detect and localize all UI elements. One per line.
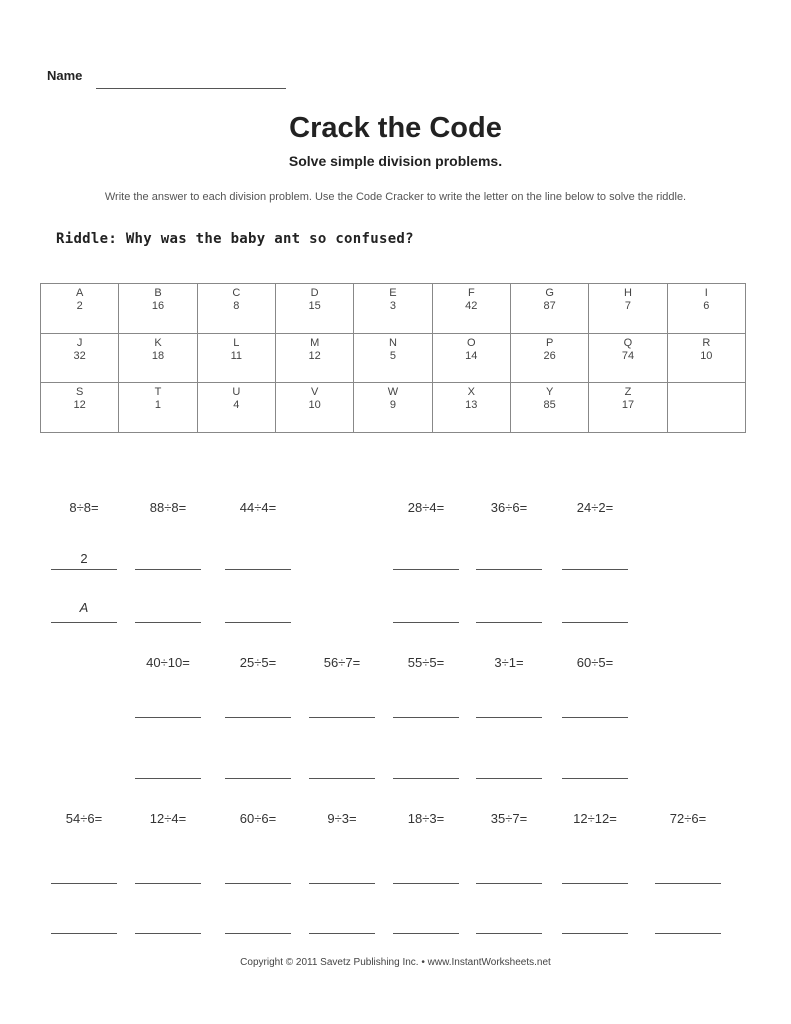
answer-line[interactable]: [135, 717, 201, 718]
division-problem: 40÷10=: [146, 655, 190, 670]
division-problem: 88÷8=: [149, 500, 187, 515]
code-letter: P: [545, 336, 554, 349]
division-problem: 72÷6=: [669, 811, 707, 826]
code-cell: [589, 284, 667, 334]
division-problem: 60÷6=: [239, 811, 277, 826]
copyright-footer: Copyright © 2011 Savetz Publishing Inc. • www.InstantWorksheets.net: [240, 957, 551, 968]
code-number: 12: [308, 349, 321, 362]
code-cell: [354, 333, 432, 383]
letter-line[interactable]: [135, 778, 201, 779]
code-cell: [275, 333, 353, 383]
example-answer: 2: [80, 551, 88, 566]
code-number: 14: [465, 349, 478, 362]
code-number: 18: [151, 349, 165, 362]
code-letter: C: [232, 287, 241, 299]
code-number: 42: [465, 300, 478, 312]
answer-line[interactable]: [225, 569, 291, 570]
letter-line[interactable]: [309, 778, 375, 779]
code-letter: R: [702, 336, 711, 349]
letter-line[interactable]: [562, 622, 628, 623]
code-letter: O: [467, 336, 476, 349]
code-letter: A: [75, 287, 84, 299]
code-number: 5: [389, 349, 397, 362]
code-letter: J: [76, 336, 83, 349]
code-cell: [589, 333, 667, 383]
code-cell: [41, 383, 119, 433]
code-letter: Z: [624, 386, 632, 399]
code-letter: Y: [545, 386, 554, 399]
code-cell: [119, 333, 197, 383]
letter-line[interactable]: [135, 622, 201, 623]
code-letter: W: [387, 386, 399, 399]
code-letter: I: [704, 287, 708, 299]
code-row: [41, 284, 746, 334]
answer-line[interactable]: [562, 717, 628, 718]
code-letter: G: [545, 287, 554, 299]
letter-line[interactable]: [655, 933, 721, 934]
name-input-line[interactable]: [96, 88, 286, 89]
code-cell: [667, 333, 745, 383]
letter-line[interactable]: [225, 622, 291, 623]
letter-line[interactable]: [135, 933, 201, 934]
answer-line[interactable]: [51, 883, 117, 884]
code-number: 26: [543, 349, 556, 362]
code-number: 1: [154, 399, 162, 412]
letter-line[interactable]: [393, 933, 459, 934]
code-letter: F: [467, 287, 475, 299]
letter-line[interactable]: [476, 778, 542, 779]
code-row: [41, 383, 746, 433]
answer-line[interactable]: [655, 883, 721, 884]
division-problem: 25÷5=: [239, 655, 277, 670]
letter-line[interactable]: [51, 933, 117, 934]
code-number: 16: [151, 300, 165, 312]
answer-line[interactable]: [51, 569, 117, 570]
answer-line[interactable]: [135, 569, 201, 570]
division-problem: 60÷5=: [576, 655, 614, 670]
letter-line[interactable]: [562, 778, 628, 779]
code-letter: S: [75, 386, 84, 399]
answer-line[interactable]: [476, 717, 542, 718]
code-cell: [510, 284, 588, 334]
code-row: [41, 333, 746, 383]
code-letter: D: [310, 287, 319, 299]
code-letter: E: [389, 287, 397, 299]
code-letter: K: [154, 336, 162, 349]
code-number: 74: [621, 349, 635, 362]
answer-line[interactable]: [135, 883, 201, 884]
division-problem: 54÷6=: [65, 811, 103, 826]
code-number: 7: [624, 300, 632, 312]
division-problem: 28÷4=: [407, 500, 445, 515]
code-letter: L: [233, 336, 240, 349]
code-cell: [432, 383, 510, 433]
code-letter: B: [154, 287, 162, 299]
code-cell: [197, 383, 275, 433]
code-number: 6: [703, 300, 710, 312]
code-cell: [589, 383, 667, 433]
code-number: 11: [230, 349, 243, 362]
code-cell: [510, 383, 588, 433]
letter-line[interactable]: [476, 622, 542, 623]
code-letter: V: [310, 386, 319, 399]
code-cell: [197, 284, 275, 334]
code-number: 87: [543, 300, 556, 312]
code-letter: U: [232, 386, 241, 399]
code-cell: [354, 383, 432, 433]
division-problem: 12÷4=: [149, 811, 187, 826]
answer-line[interactable]: [393, 569, 459, 570]
answer-line[interactable]: [225, 883, 291, 884]
code-cell: [119, 383, 197, 433]
code-number: 10: [700, 349, 713, 362]
code-number: 10: [308, 399, 321, 412]
code-cell: [354, 284, 432, 334]
letter-line[interactable]: [393, 778, 459, 779]
code-cell: [275, 284, 353, 334]
answer-line[interactable]: [476, 883, 542, 884]
code-number: 2: [76, 300, 83, 312]
code-cell: [432, 333, 510, 383]
code-letter: T: [154, 386, 162, 399]
answer-line[interactable]: [476, 569, 542, 570]
code-number: 17: [621, 399, 635, 412]
code-letter: H: [623, 287, 632, 299]
letter-line[interactable]: [309, 933, 375, 934]
code-cell: [119, 284, 197, 334]
letter-line[interactable]: [562, 933, 628, 934]
code-number: 8: [233, 300, 240, 312]
answer-line[interactable]: [562, 883, 628, 884]
code-letter: N: [389, 336, 397, 349]
code-cell: [667, 284, 745, 334]
code-cell: [510, 333, 588, 383]
letter-line[interactable]: [51, 622, 117, 623]
code-letter: Q: [623, 336, 633, 349]
code-number: 4: [233, 399, 240, 412]
code-number: 9: [389, 399, 397, 412]
answer-line[interactable]: [562, 569, 628, 570]
answer-line[interactable]: [225, 717, 291, 718]
division-problem: 24÷2=: [576, 500, 614, 515]
code-cell: [41, 284, 119, 334]
division-problem: 8÷8=: [69, 500, 99, 515]
example-letter: A: [79, 600, 89, 615]
code-number: 32: [73, 349, 86, 362]
riddle: Riddle: Why was the baby ant so confused?: [56, 231, 414, 247]
code-cell-empty: [667, 383, 745, 433]
letter-line[interactable]: [225, 778, 291, 779]
letter-line[interactable]: [393, 622, 459, 623]
code-number: 12: [73, 399, 86, 412]
code-number: 15: [308, 300, 321, 312]
division-problem: 12÷12=: [573, 811, 617, 826]
code-number: 13: [465, 399, 478, 412]
code-number: 85: [543, 399, 556, 412]
division-problem: 18÷3=: [407, 811, 445, 826]
answer-line[interactable]: [309, 883, 375, 884]
letter-line[interactable]: [225, 933, 291, 934]
answer-line[interactable]: [309, 717, 375, 718]
code-letter: M: [310, 336, 320, 349]
division-problem: 56÷7=: [323, 655, 361, 670]
division-problem: 3÷1=: [494, 655, 524, 670]
code-cracker-table: [40, 283, 746, 433]
letter-line[interactable]: [476, 933, 542, 934]
answer-line[interactable]: [393, 883, 459, 884]
code-cell: [41, 333, 119, 383]
answer-line[interactable]: [393, 717, 459, 718]
division-problem: 35÷7=: [490, 811, 528, 826]
division-problem: 9÷3=: [327, 811, 357, 826]
code-cell: [197, 333, 275, 383]
division-problem: 44÷4=: [239, 500, 277, 515]
division-problem: 36÷6=: [490, 500, 528, 515]
page-title: Crack the Code: [289, 112, 502, 144]
name-label: Name: [47, 68, 83, 83]
page-subtitle: Solve simple division problems.: [288, 153, 503, 169]
instructions: Write the answer to each division problem. Use the Code Cracker to write the letter on the line below to solve the riddle.: [104, 191, 687, 203]
division-problem: 55÷5=: [407, 655, 445, 670]
code-number: 3: [389, 300, 397, 312]
code-cell: [432, 284, 510, 334]
code-cell: [275, 383, 353, 433]
code-letter: X: [467, 386, 475, 399]
